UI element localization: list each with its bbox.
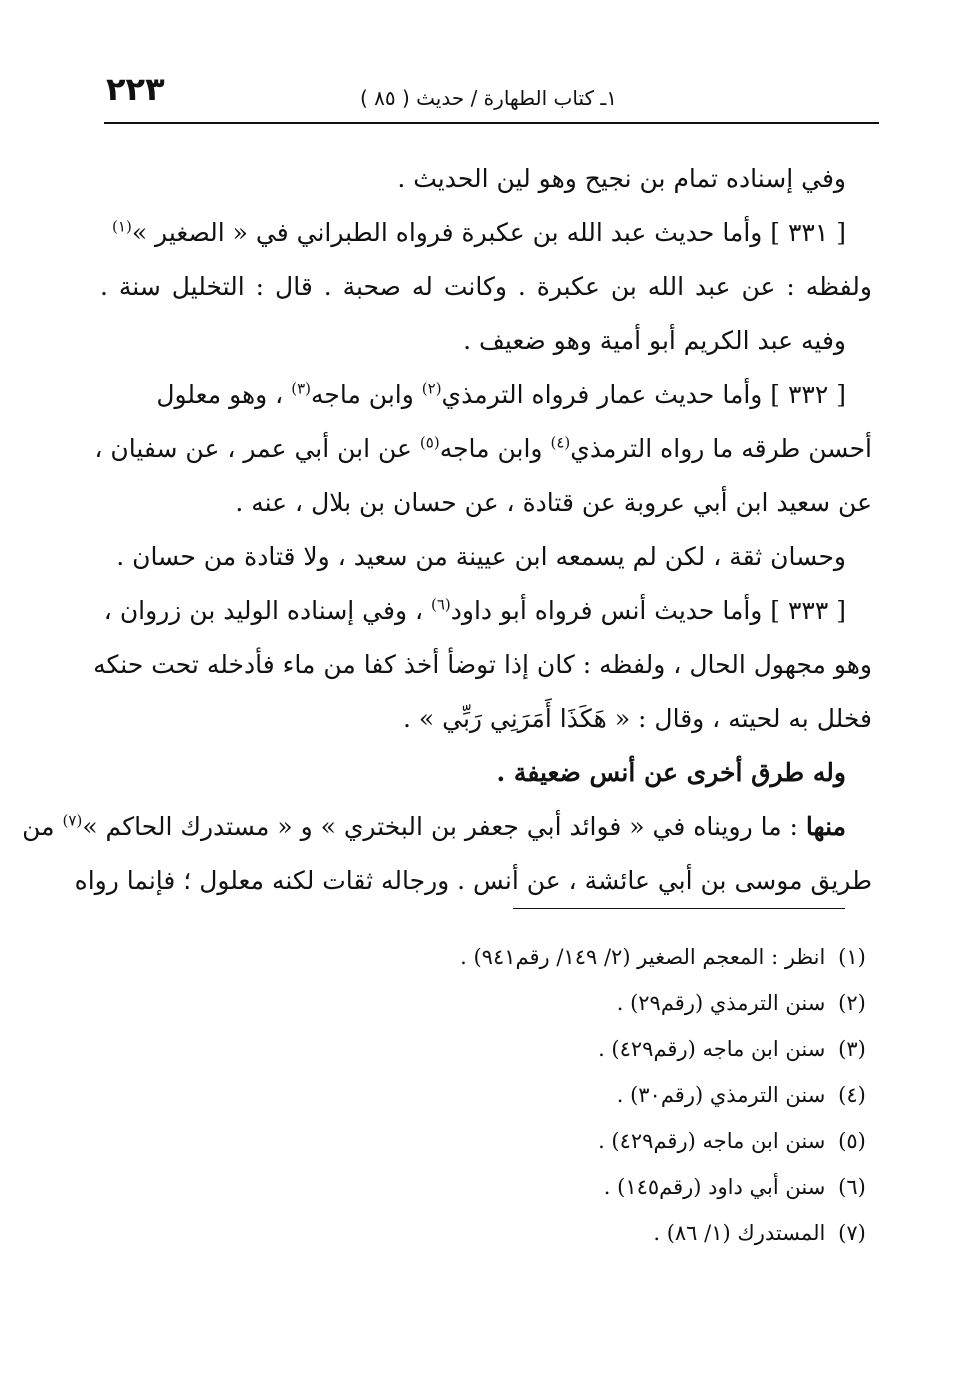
footnote-text: المستدرك (١/ ٨٦) . xyxy=(653,1221,826,1245)
body-text: أحسن طرقه ما رواه الترمذي xyxy=(570,434,872,463)
footnote-number: (٥) xyxy=(838,1129,866,1153)
footnote-number: (٣) xyxy=(838,1037,866,1061)
running-title: ١ـ كتاب الطهارة / حديث ( ٨٥ ) xyxy=(359,86,617,110)
footnote-text: سنن الترمذي (رقم٢٩) . xyxy=(616,991,826,1015)
body-line-12 xyxy=(100,746,872,800)
footnote-text: سنن ابن ماجه (رقم٤٢٩) . xyxy=(598,1129,826,1153)
footnote-4 xyxy=(100,1073,872,1117)
body-text: [ ٣٣١ ] وأما حديث عبد الله بن عكبرة فرواه الطبراني في « الصغير » xyxy=(131,218,846,247)
footnote-number: (٤) xyxy=(838,1083,866,1107)
body-text: [ ٣٣٢ ] وأما حديث عمار فرواه الترمذي xyxy=(441,380,846,409)
footnote-2 xyxy=(100,981,872,1025)
footnote-3 xyxy=(100,1027,872,1071)
footnote-ref[interactable]: (٣) xyxy=(291,379,311,398)
body-text: ولفظه : عن عبد الله بن عكبرة . وكانت له صحبة . قال : التخليل سنة . xyxy=(100,272,872,301)
body-text: فخلل به لحيته ، وقال : « هَكَذَا أَمَرَنِي رَبِّي » . xyxy=(402,704,872,733)
body-line-9 xyxy=(100,584,872,638)
footnote-7 xyxy=(100,1211,872,1255)
body-text: عن سعيد ابن أبي عروبة عن قتادة ، عن حسان بن بلال ، عنه . xyxy=(235,488,872,517)
body-line-11 xyxy=(100,692,872,746)
body-text: ، وفي إسناده الوليد بن زروان ، xyxy=(103,596,431,625)
footnote-number: (١) xyxy=(838,945,866,969)
footnote-number: (٦) xyxy=(838,1175,866,1199)
footnote-text: سنن ابن ماجه (رقم٤٢٩) . xyxy=(598,1037,826,1061)
body-line-14 xyxy=(74,854,872,908)
body-line-5 xyxy=(100,368,872,422)
footnote-number: (٢) xyxy=(838,991,866,1015)
footnote-ref[interactable]: (٢) xyxy=(421,379,442,398)
body-text: ، وهو معلول xyxy=(156,380,292,409)
body-line-13 xyxy=(22,800,872,854)
page-header xyxy=(104,62,879,124)
page-number: ٢٢٣ xyxy=(106,70,165,108)
body-line-6 xyxy=(94,422,872,476)
footnote-ref[interactable]: (٦) xyxy=(430,595,451,614)
body-text: وابن ماجه xyxy=(439,434,551,463)
body-text: وفيه عبد الكريم أبو أمية وهو ضعيف . xyxy=(463,326,846,355)
footnote-text: سنن أبي داود (رقم١٤٥) . xyxy=(603,1175,826,1199)
footnote-text: سنن الترمذي (رقم٣٠) . xyxy=(616,1083,826,1107)
footnote-text: انظر : المعجم الصغير (٢/ ١٤٩/ رقم٩٤١) . xyxy=(460,945,826,969)
footnote-1 xyxy=(100,935,872,979)
body-text: وابن ماجه xyxy=(310,380,422,409)
body-text: عن ابن أبي عمر ، عن سفيان ، xyxy=(94,434,420,463)
body-line-3 xyxy=(100,260,872,314)
footnote-separator xyxy=(513,908,845,909)
body-line-7 xyxy=(100,476,872,530)
body-heading: وله طرق أخرى عن أنس ضعيفة . xyxy=(496,758,846,787)
body-text: وهو مجهول الحال ، ولفظه : كان إذا توضأ أخذ كفا من ماء فأدخله تحت حنكه xyxy=(93,650,872,679)
body-text: وحسان ثقة ، لكن لم يسمعه ابن عيينة من سعيد ، ولا قتادة من حسان . xyxy=(116,542,846,571)
body-text: [ ٣٣٣ ] وأما حديث أنس فرواه أبو داود xyxy=(450,596,846,625)
footnote-ref[interactable]: (٧) xyxy=(62,811,83,830)
footnote-ref[interactable]: (٥) xyxy=(419,433,440,452)
footnote-ref[interactable]: (١) xyxy=(112,217,132,236)
body-line-10 xyxy=(93,638,872,692)
body-text: من xyxy=(22,812,63,841)
body-text: وفي إسناده تمام بن نجيح وهو لين الحديث . xyxy=(397,164,846,193)
body-line-1 xyxy=(100,152,872,206)
footnote-5 xyxy=(100,1119,872,1163)
body-line-4 xyxy=(100,314,872,368)
body-line-2 xyxy=(100,206,872,260)
footnote-number: (٧) xyxy=(838,1221,866,1245)
footnote-ref[interactable]: (٤) xyxy=(550,433,571,452)
body-line-8 xyxy=(100,530,872,584)
body-text: : ما رويناه في « فوائد أبي جعفر بن البختري » و « مستدرك الحاكم » xyxy=(82,812,806,841)
footnote-6 xyxy=(100,1165,872,1209)
body-emphasis: منها xyxy=(805,812,846,841)
body-text: طريق موسى بن أبي عائشة ، عن أنس . ورجاله ثقات لكنه معلول ؛ فإنما رواه xyxy=(74,866,872,895)
